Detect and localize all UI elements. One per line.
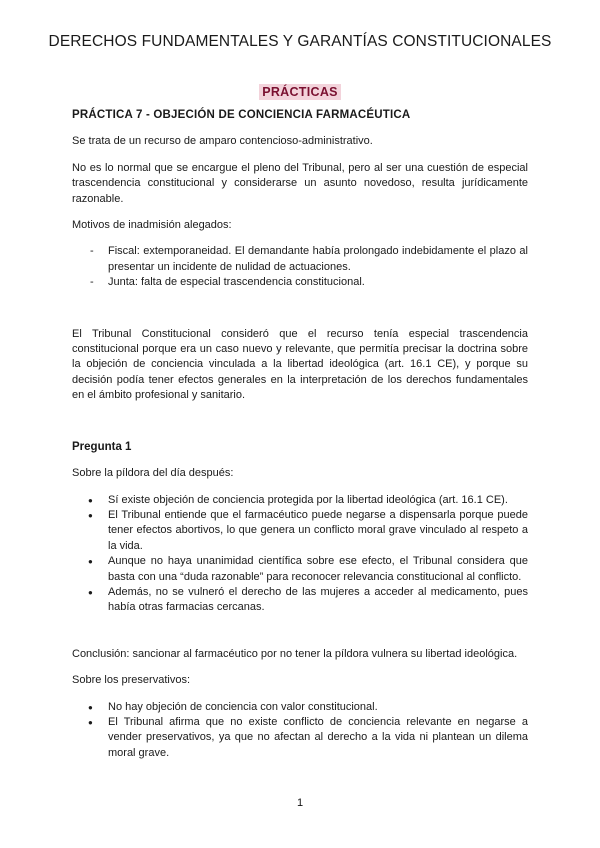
paragraph-pleno: No es lo normal que se encargue el pleno del Tribunal, pero al ser una cuestión de especial trascendencia constitucional y considerarse un asunto novedoso, resulta jurídicamente razonable.	[72, 161, 528, 205]
motivo-item-junta: - Junta: falta de especial trascendencia constitucional.	[72, 275, 528, 290]
preservativos-label: Sobre los preservativos:	[72, 674, 190, 687]
spacer	[72, 415, 528, 440]
pildora-item: ● Aunque no haya unanimidad científica sobre ese efecto, el Tribunal considera que basta con una “duda razonable” para reconocer relevancia constitucional al conflicto.	[72, 554, 528, 585]
preservativos-item: ● El Tribunal afirma que no existe conflicto de conciencia relevante en negarse a vender preservativos, ya que no afectan al derecho a la vida ni plantean un dilema moral grave.	[72, 715, 528, 761]
section-title: PRÁCTICAS	[259, 84, 341, 100]
pildora-item: ● El Tribunal entiende que el farmacéutico puede negarse a dispensarla porque puede tener efectos abortivos, lo que genera un conflicto moral grave vinculado al respeto a la vida.	[72, 508, 528, 554]
motivos-label: Motivos de inadmisión alegados:	[72, 219, 232, 232]
practice-title: PRÁCTICA 7 - OBJECIÓN DE CONCIENCIA FARMACÉUTICA	[72, 109, 411, 121]
section-title-wrap	[0, 83, 600, 101]
motivo-item-fiscal: - Fiscal: extemporaneidad. El demandante había prolongado indebidamente el plazo al presentar un incidente de nulidad de actuaciones.	[72, 244, 528, 275]
preservativos-item: ● No hay objeción de conciencia con valor constitucional.	[72, 700, 528, 715]
conclusion: Conclusión: sancionar al farmacéutico por no tener la píldora vulnera su libertad ideológica.	[72, 647, 518, 660]
page-number: 1	[296, 797, 304, 809]
pildora-item: ● Además, no se vulneró el derecho de las mujeres a acceder al medicamento, pues había otras farmacias cercanas.	[72, 585, 528, 616]
pildora-item: ● Sí existe objeción de conciencia protegida por la libertad ideológica (art. 16.1 CE).	[72, 493, 528, 508]
spacer	[72, 627, 528, 647]
preservativos-list	[72, 700, 528, 762]
spacer	[72, 302, 528, 327]
pildora-label: Sobre la píldora del día después:	[72, 467, 234, 480]
paragraph-recurso: Se trata de un recurso de amparo contencioso-administrativo.	[72, 135, 373, 148]
paragraph-tribunal: El Tribunal Constitucional consideró que el recurso tenía especial trascendencia constitucional porque era un caso nuevo y relevante, que permitía precisar la doctrina sobre la objeción de conciencia vinculada a la libertad ideológica (art. 16.1 CE), y porque su decisión podía tener efectos generales en la interpretación de los derechos fundamentales en el ámbito profesional y sanitario.	[72, 327, 528, 402]
document-header: DERECHOS FUNDAMENTALES Y GARANTÍAS CONSTITUCIONALES	[48, 33, 552, 50]
document-body	[72, 108, 528, 772]
question-title: Pregunta 1	[72, 440, 132, 453]
motivos-list	[72, 244, 528, 290]
pildora-list	[72, 493, 528, 616]
